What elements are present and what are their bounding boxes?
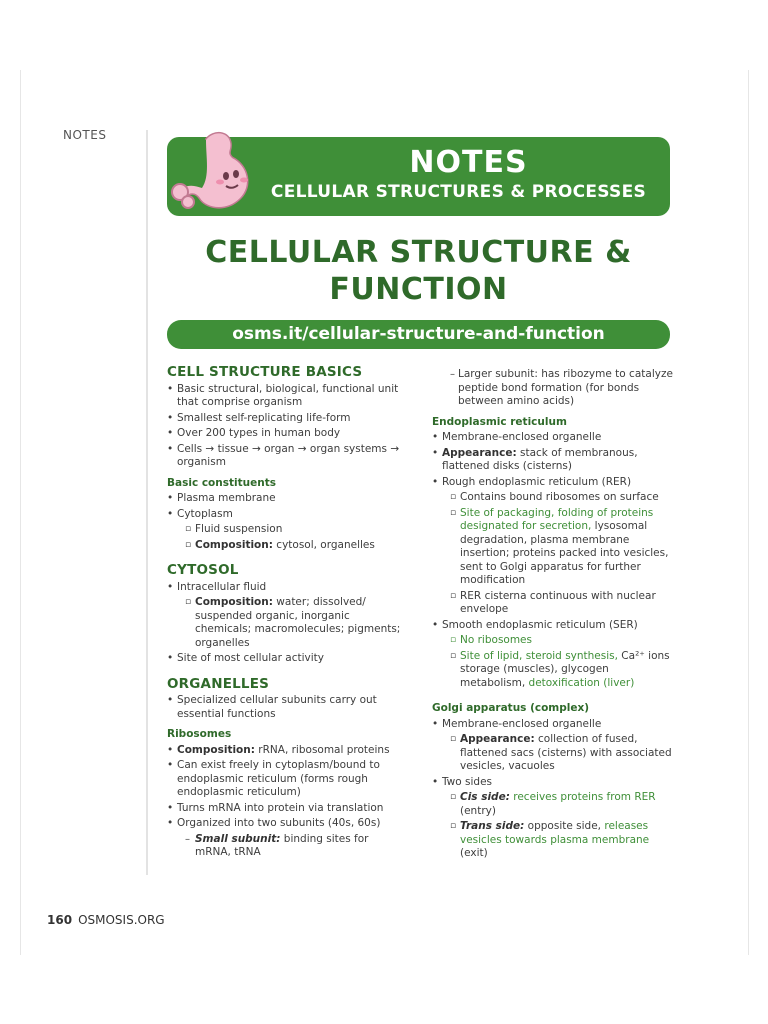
main-title bbox=[167, 234, 670, 308]
footer-site: OSMOSIS.ORG bbox=[78, 913, 165, 927]
page-frame-right bbox=[748, 70, 749, 955]
topic-url-link[interactable]: osms.it/cellular-structure-and-function bbox=[167, 320, 670, 349]
sub-list-item: – Small subunit: binding sites for mRNA, tRNA bbox=[167, 833, 407, 860]
list-item: • Appearance: stack of membranous, flattened disks (cisterns) bbox=[432, 447, 677, 474]
title-line-2: FUNCTION bbox=[329, 272, 508, 307]
heading-basic-constituents: Basic constituents bbox=[167, 476, 276, 489]
list-item: • Intracellular fluid bbox=[167, 581, 407, 595]
heading-cytosol: CYTOSOL bbox=[167, 562, 239, 578]
banner-subtitle: CELLULAR STRUCTURES & PROCESSES bbox=[270, 182, 647, 202]
list-item: • Organized into two subunits (40s, 60s) bbox=[167, 817, 407, 831]
sub-list-item: ▫ Cis side: receives proteins from RER (entry) bbox=[432, 791, 677, 818]
list-item: • Site of most cellular activity bbox=[167, 652, 407, 666]
heading-ribosomes: Ribosomes bbox=[167, 728, 232, 740]
sub-list-item: ▫ Appearance: collection of fused, flattened sacs (cisterns) with associated vesicles, vacuoles bbox=[432, 733, 677, 774]
sub-list-item: ▫ Site of packaging, folding of proteins designated for secretion, lysosomal degradation, plasma membrane insertion; proteins packed into vesicles, sent to Golgi apparatus for further modification bbox=[432, 507, 677, 588]
list-item: • Basic structural, biological, functional unit that comprise organism bbox=[167, 383, 407, 410]
sub-list-item: ▫ RER cisterna continuous with nuclear envelope bbox=[432, 590, 677, 617]
right-column bbox=[432, 368, 677, 863]
heading-endoplasmic-reticulum: Endoplasmic reticulum bbox=[432, 415, 567, 428]
list-item: • Composition: rRNA, ribosomal proteins bbox=[167, 744, 407, 758]
list-item: • Smallest self-replicating life-form bbox=[167, 412, 407, 426]
list-item: • Over 200 types in human body bbox=[167, 427, 407, 441]
list-item: • Rough endoplasmic reticulum (RER) bbox=[432, 476, 677, 490]
left-column bbox=[167, 366, 407, 862]
heading-organelles: ORGANELLES bbox=[167, 675, 270, 692]
list-item: • Can exist freely in cytoplasm/bound to endoplasmic reticulum (forms rough endoplasmic reticulum) bbox=[167, 759, 407, 800]
sub-list-item: ▫ Trans side: opposite side, releases vesicles towards plasma membrane (exit) bbox=[432, 820, 677, 861]
list-item: • Membrane-enclosed organelle bbox=[432, 431, 677, 445]
page-number: 160 bbox=[47, 913, 73, 927]
list-item: • Membrane-enclosed organelle bbox=[432, 718, 677, 732]
list-item: • Cytoplasm bbox=[167, 508, 407, 522]
heading-cell-structure-basics: CELL STRUCTURE BASICS bbox=[167, 364, 363, 380]
sub-list-item: ▫ Fluid suspension bbox=[167, 523, 407, 537]
sub-list-item: – Larger subunit: has ribozyme to catalyze peptide bond formation (for bonds between amino acids) bbox=[432, 368, 677, 409]
page-frame-left bbox=[20, 70, 21, 955]
sub-list-item: ▫ Site of lipid, steroid synthesis, Ca²⁺ ions storage (muscles), glycogen metabolism, detoxification (liver) bbox=[432, 650, 677, 691]
list-item: • Smooth endoplasmic reticulum (SER) bbox=[432, 619, 677, 633]
heading-golgi-apparatus: Golgi apparatus (complex) bbox=[432, 702, 590, 714]
list-item: • Specialized cellular subunits carry out essential functions bbox=[167, 694, 407, 721]
banner-title: NOTES bbox=[409, 145, 528, 180]
sub-list-item: ▫ Composition: water; dissolved/ suspended organic, inorganic chemicals; macromolecules; pigments; organelles bbox=[167, 596, 407, 650]
list-item: • Cells → tissue → organ → organ systems → organism bbox=[167, 443, 407, 470]
list-item: • Two sides bbox=[432, 776, 677, 790]
sub-list-item: ▫ Composition: cytosol, organelles bbox=[167, 539, 407, 553]
stomach-mascot-icon bbox=[166, 128, 261, 214]
sub-list-item: ▫ Contains bound ribosomes on surface bbox=[432, 491, 677, 505]
page-footer bbox=[47, 913, 165, 927]
side-rule bbox=[146, 130, 148, 875]
title-line-1: CELLULAR STRUCTURE & bbox=[205, 235, 632, 270]
side-label: NOTES bbox=[63, 128, 107, 142]
sub-list-item: ▫ No ribosomes bbox=[432, 634, 677, 648]
list-item: • Turns mRNA into protein via translation bbox=[167, 802, 407, 816]
list-item: • Plasma membrane bbox=[167, 492, 407, 506]
